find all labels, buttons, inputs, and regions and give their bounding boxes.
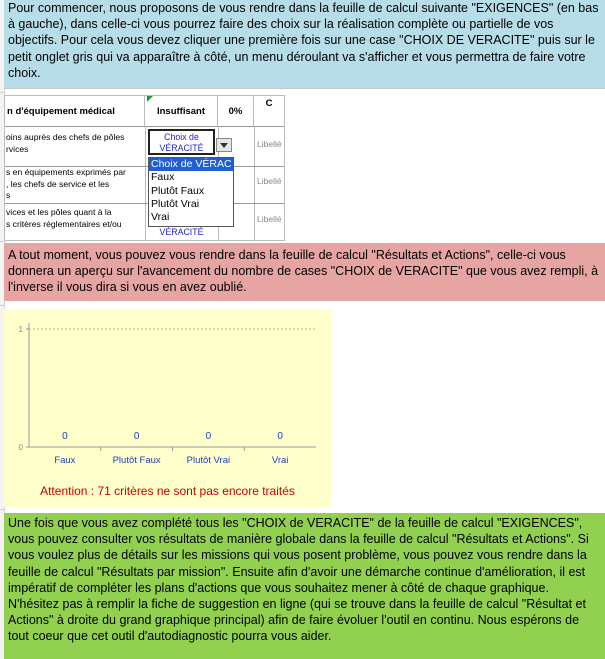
row-2-text: s en équipements exprimés par , les chefs de service et les s [6,167,126,200]
dropdown-option[interactable]: Vrai [151,211,170,224]
results-text: A tout moment, vous pouvez vous rendre dans la feuille de calcul "Résultats et Actions", celle-ci vous donnera un aperçu sur l'avancement du nombre de cases "CHOIX de VERACITE" que vous avez rempli, à l'inverse il vous dira si vous en avez oublié. [8,248,599,295]
veracite-dropdown-list[interactable] [148,157,234,227]
header-zero-percent: 0% [218,96,254,126]
row-1-text: oins auprès des chefs de pôles rvices [6,132,125,154]
veracite-chart [4,309,331,507]
final-cell[interactable] [4,513,605,659]
header-equipement: n d'équipement médical [5,96,145,126]
results-cell[interactable] [4,243,605,301]
data-label: 0 [133,431,140,442]
dropdown-arrow-button[interactable] [216,138,232,152]
x-tick-label: Vrai [271,455,289,466]
y-tick-label: 0 [18,443,23,452]
x-tick-label: Faux [54,455,76,466]
intro-text: Pour commencer, nous proposons de vous rendre dans la feuille de calcul suivante "EXIGENCES" (en bas à gauche), dans celle-ci vous pourrez faire des choix sur la réalisation complète ou partielle de vos objectifs. Pour cela vous devez cliquer une première fois sur une case "CHOIX DE VERACITE" puis sur le petit onglet gris qui va apparaître à côté, un menu déroulant va s'afficher et vous permettra de faire votre choix. [8,1,599,80]
header-insuffisant: Insuffisant [145,96,218,126]
intro-cell[interactable] [4,0,605,89]
final-text: Une fois que vous avez complété tous les "CHOIX de VERACITE" de la feuille de calcul "EXIGENCES", vous pouvez consulter vos résultats de manière globale dans la feuille de calcul "Résultats et Actions". Si vous voulez plus de détails sur les missions qui vous posent problème, vous pouvez vous rendre dans la feuille de calcul "Résultats par mission". Ensuite afin d'avoir une démarche continue d'amélioration, il est impératif de compléter les plans d'actions que vous souhaitez mener à côté de chaque graphique. N'hésitez pas à remplir la fiche de suggestion en ligne (qui se trouve dans la feuille de calcul "Résultat et Actions" à droite du grand graphique principal) afin de faire évoluer l'outil en continu. Nous espérons de tout coeur que cet outil d'autodiagnostic pourra vous aider. [8,516,589,644]
choix-veracite-cell[interactable]: Choix de VÉRACITÉ [148,129,215,155]
sheet-header-row [5,96,284,127]
x-tick-label: Plutôt Faux [112,455,161,466]
libelle-3: Libellé [257,214,282,224]
dropdown-option[interactable]: Choix de VÉRAC [151,158,232,170]
libelle-2: Libellé [257,176,282,186]
x-tick-label: Plutôt Vrai [186,455,231,466]
comment-marker [147,96,153,102]
chart-warning: Attention : 71 critères ne sont pas encore traités [40,484,295,498]
y-tick-label: 1 [18,325,23,334]
exigences-sheet-screenshot [4,95,285,241]
data-label: 0 [62,431,68,442]
dropdown-option[interactable]: Plutôt Vrai [151,197,200,210]
data-label: 0 [205,431,212,442]
header-c: C [265,98,273,109]
libelle-1: Libellé [257,139,282,149]
chevron-down-icon [220,143,228,148]
choix-veracite-row3: VÉRACITÉ [159,227,204,237]
dropdown-option[interactable]: Faux [151,171,175,184]
data-label: 0 [277,431,283,442]
dropdown-option[interactable]: Plutôt Faux [151,184,205,197]
chart-canvas [4,309,331,507]
row-3-text: vices et les pôles quant à la s critères réglementaires et/ou [6,207,122,229]
